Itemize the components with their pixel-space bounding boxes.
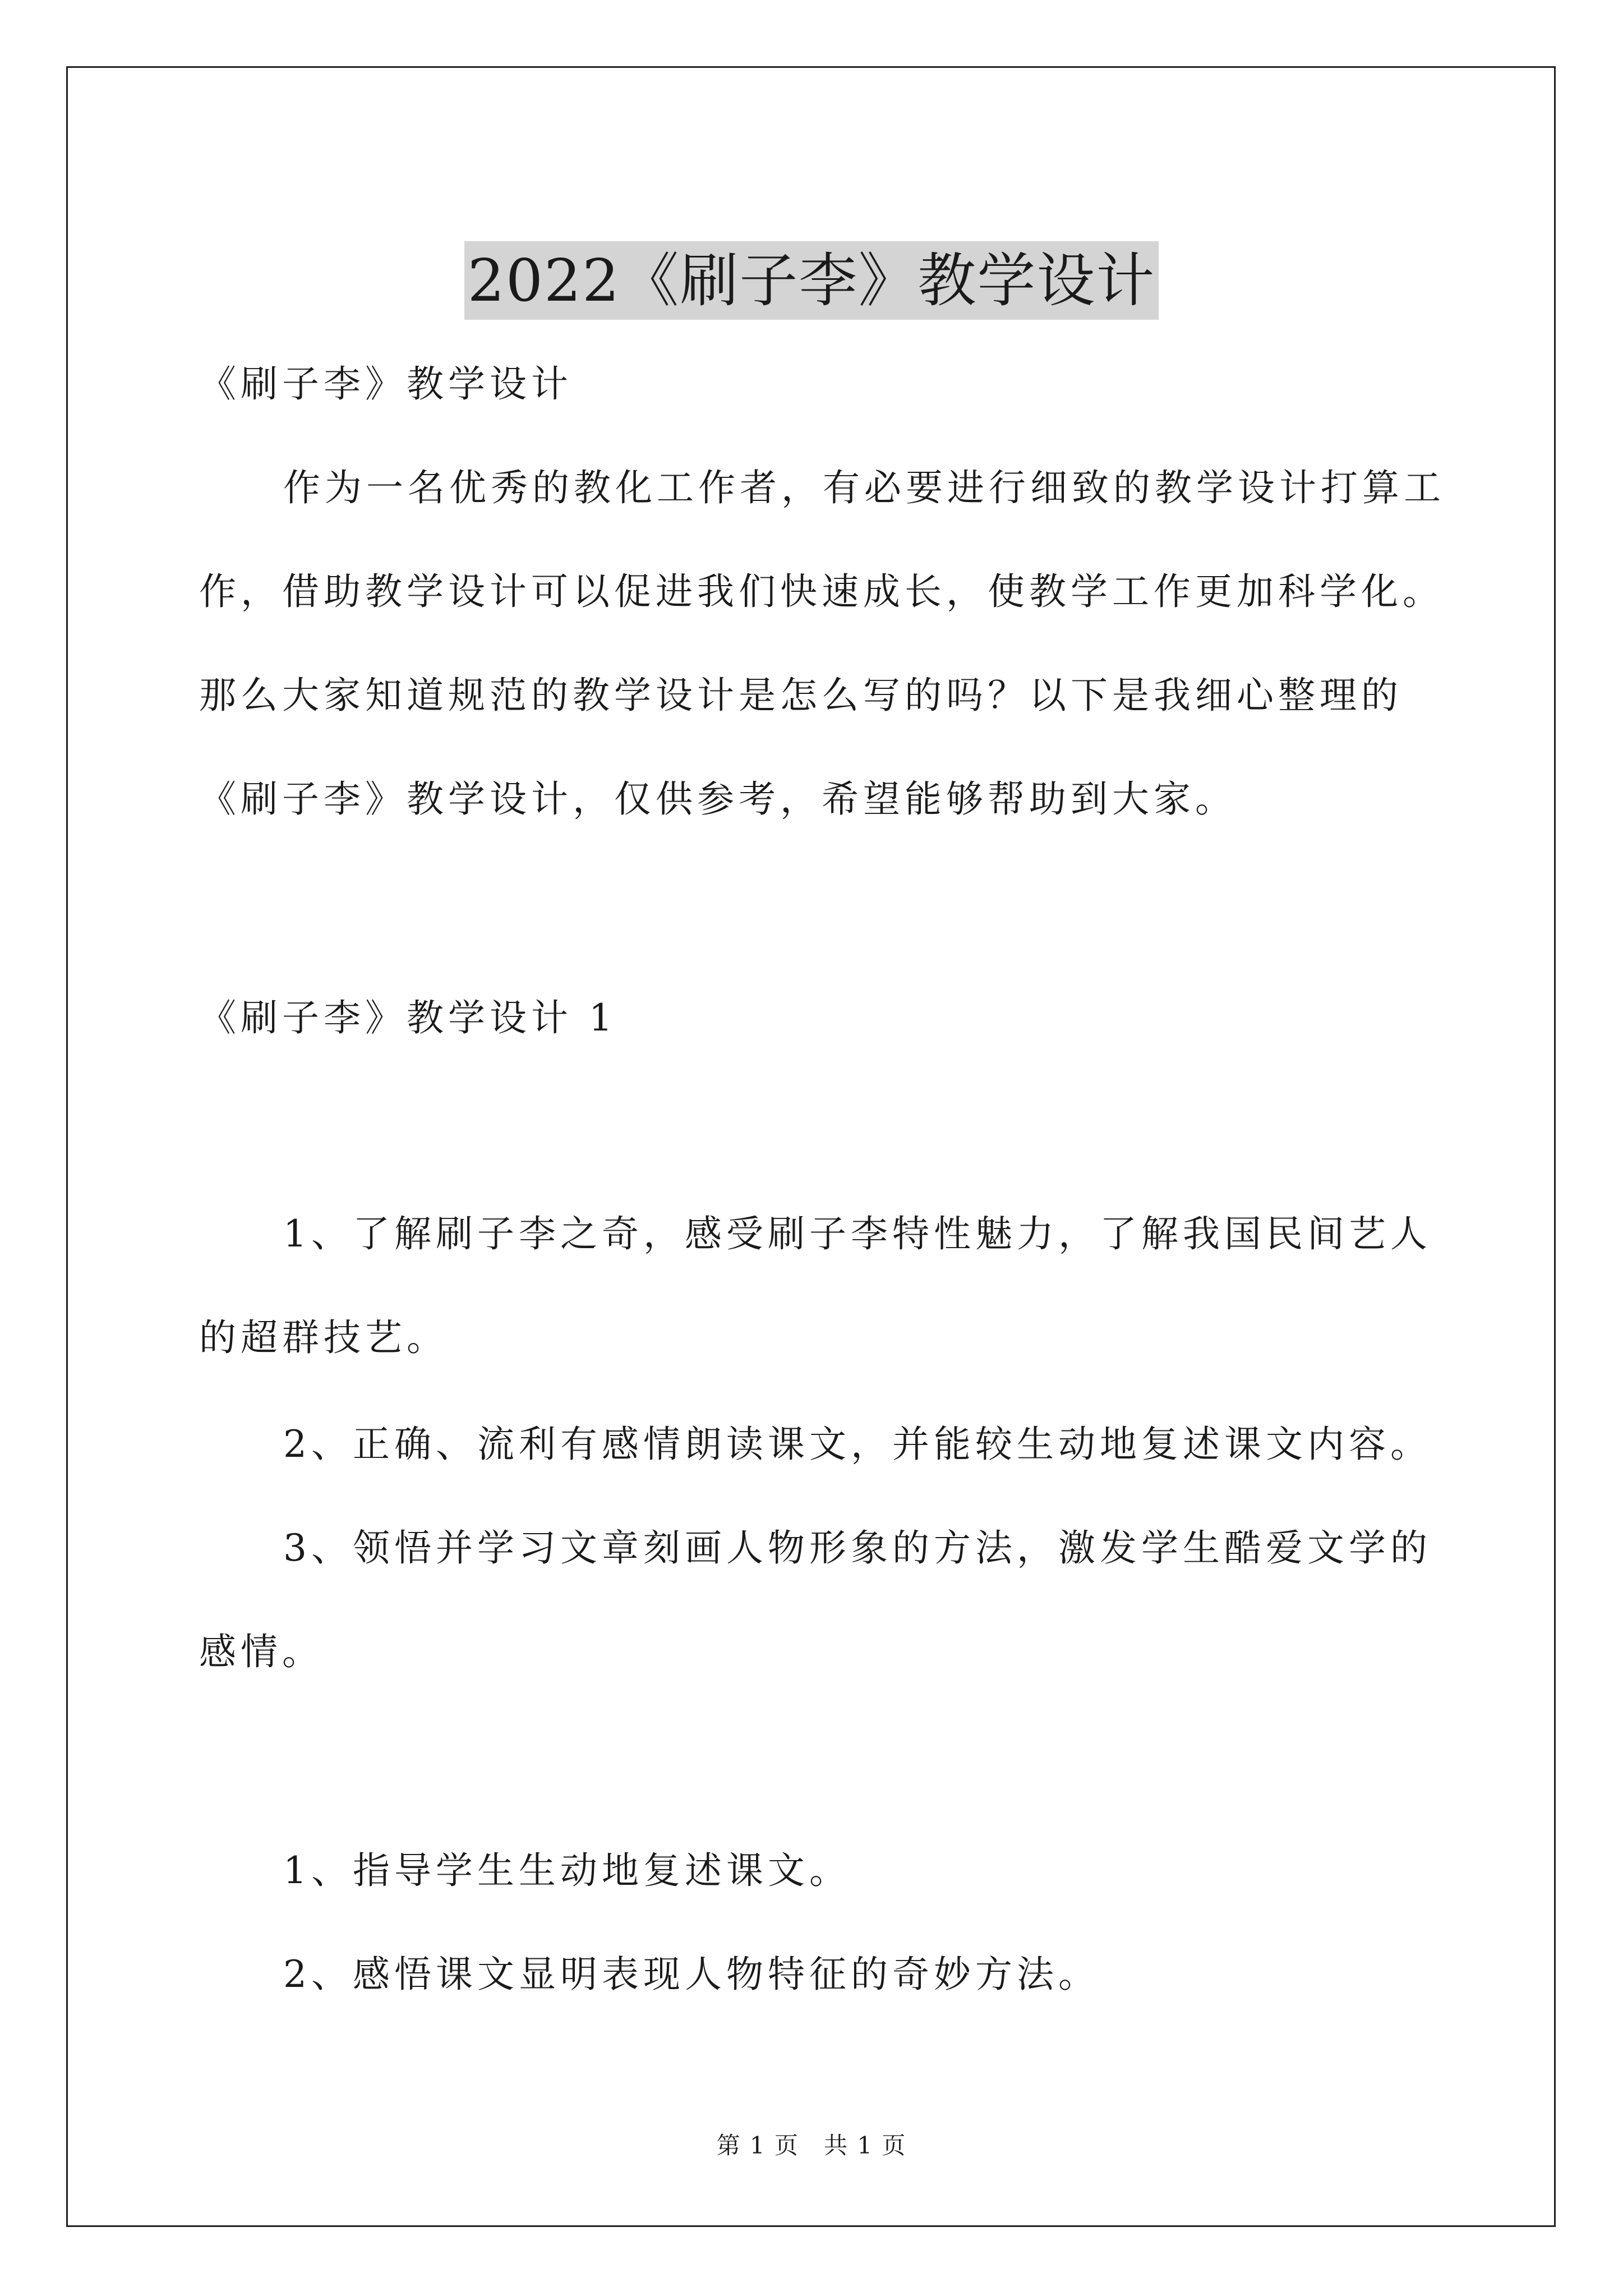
section-heading: 《刷子李》教学设计 1: [199, 996, 617, 1039]
objective-line-3: 2、正确、流利有感情朗读课文，并能较生动地复述课文内容。: [283, 1423, 1432, 1466]
objective-line-2: 的超群技艺。: [199, 1316, 448, 1359]
intro-line-1: 作为一名优秀的教化工作者，有必要进行细致的教学设计打算工: [283, 466, 1445, 509]
key-point-2: 2、感悟课文显明表现人物特征的奇妙方法。: [283, 1953, 1100, 1996]
intro-line-3: 那么大家知道规范的教学设计是怎么写的吗？以下是我细心整理的: [199, 674, 1403, 717]
key-point-1: 1、指导学生生动地复述课文。: [283, 1849, 851, 1892]
subtitle: 《刷子李》教学设计: [199, 362, 573, 406]
page-footer: 第 1 页 共 1 页: [716, 2132, 907, 2159]
objective-line-5: 感情。: [199, 1630, 324, 1673]
title-container: [0, 202, 1623, 358]
objective-line-4: 3、领悟并学习文章刻画人物形象的方法，激发学生酷爱文学的: [283, 1526, 1432, 1570]
document-title: 2022《刷子李》教学设计: [464, 241, 1159, 320]
intro-line-2: 作，借助教学设计可以促进我们快速成长，使教学工作更加科学化。: [199, 570, 1444, 613]
objective-line-1: 1、了解刷子李之奇，感受刷子李特性魅力，了解我国民间艺人: [283, 1212, 1432, 1255]
intro-line-4: 《刷子李》教学设计，仅供参考，希望能够帮助到大家。: [199, 777, 1237, 821]
